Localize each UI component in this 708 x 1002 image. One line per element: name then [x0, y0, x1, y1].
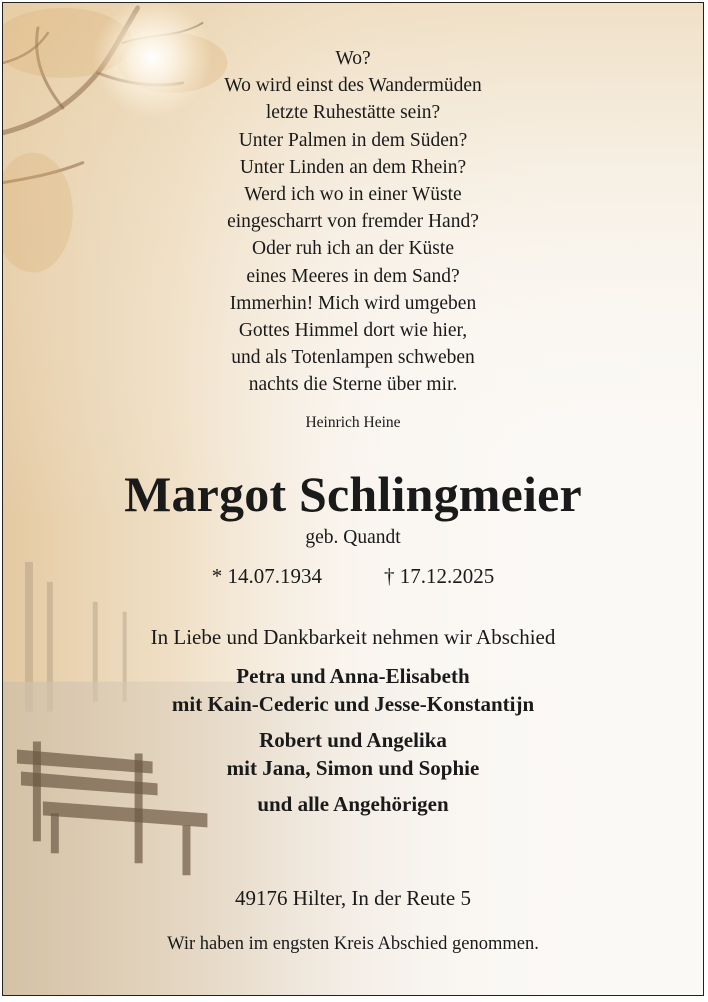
mourner-line: Robert und Angelika — [259, 728, 447, 752]
death-date: † 17.12.2025 — [384, 564, 495, 588]
deceased-name: Margot Schlingmeier — [124, 466, 582, 522]
obituary-card — [2, 2, 704, 996]
mourner-group — [3, 790, 703, 818]
birth-date: * 14.07.1934 — [211, 564, 322, 588]
poem-line: Immerhin! Mich wird umgeben — [229, 292, 477, 314]
farewell-text: In Liebe und Dankbarkeit nehmen wir Abschied — [150, 625, 556, 649]
poem-line: letzte Ruhestätte sein? — [265, 102, 441, 124]
poem-line: eines Meeres in dem Sand? — [246, 265, 460, 287]
poem-line: eingescharrt von fremder Hand? — [227, 211, 479, 233]
mourner-line: mit Kain-Cederic und Jesse-Konstantijn — [171, 692, 535, 716]
poem-author: Heinrich Heine — [305, 414, 401, 431]
funeral-note: Wir haben im engsten Kreis Abschied genommen. — [167, 934, 539, 954]
poem-line: und als Totenlampen schweben — [231, 347, 475, 369]
mourner-line: und alle Angehörigen — [257, 792, 449, 816]
poem-line: Wo wird einst des Wandermüden — [224, 75, 482, 97]
poem-line: nachts die Sterne über mir. — [248, 374, 458, 396]
maiden-name: geb. Quandt — [305, 527, 401, 548]
address: 49176 Hilter, In der Reute 5 — [235, 886, 471, 910]
poem-line: Werd ich wo in einer Wüste — [244, 184, 462, 206]
mourner-line: mit Jana, Simon und Sophie — [226, 756, 480, 780]
mourner-group — [3, 662, 703, 718]
mourner-line: Petra und Anna-Elisabeth — [236, 664, 470, 688]
poem — [3, 45, 703, 399]
poem-line: Wo? — [335, 48, 371, 69]
mourners-list — [3, 662, 703, 826]
mourner-group — [3, 726, 703, 782]
poem-line: Oder ruh ich an der Küste — [252, 238, 454, 260]
poem-line: Unter Palmen in dem Süden? — [238, 129, 468, 151]
poem-line: Unter Linden an dem Rhein? — [239, 156, 467, 178]
poem-line: Gottes Himmel dort wie hier, — [238, 320, 468, 342]
life-dates — [3, 564, 703, 589]
